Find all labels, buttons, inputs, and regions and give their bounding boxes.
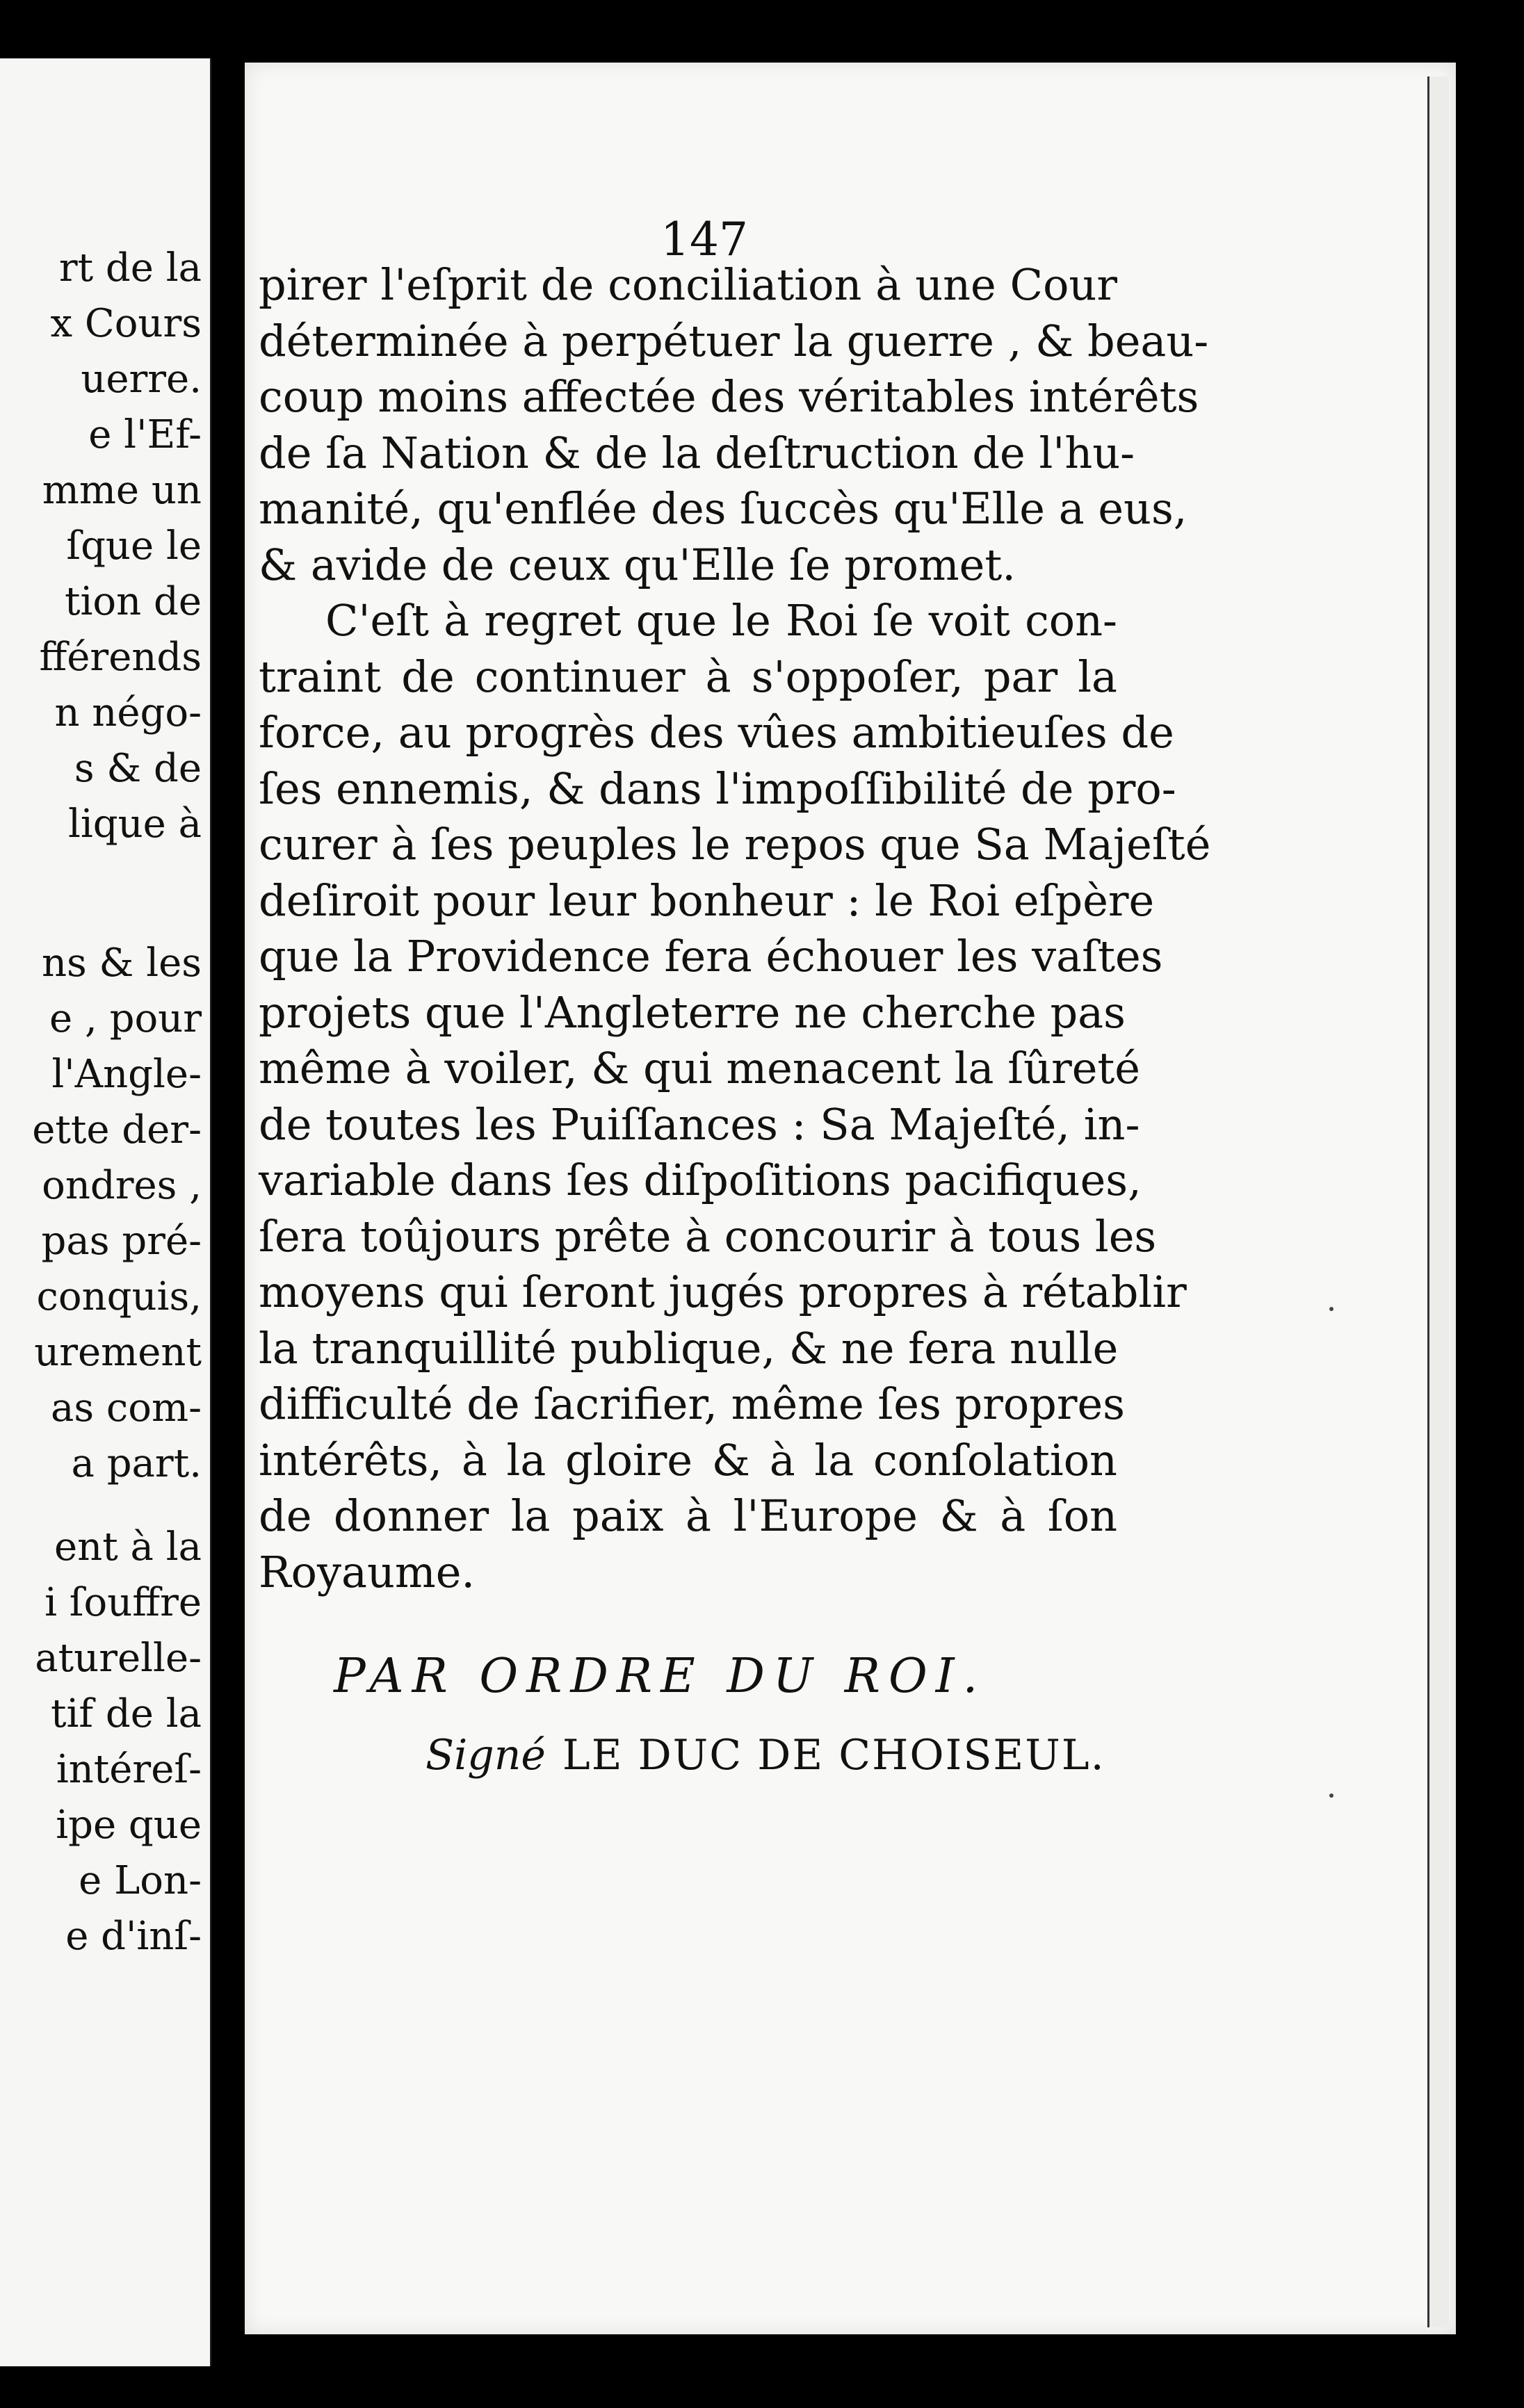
text-line: de toutes les Puiſſances : Sa Majeſté, in- xyxy=(259,1098,1140,1150)
text-line: projets que l'Angleterre ne cherche pas xyxy=(259,986,1126,1038)
left-line: e l'Ef- xyxy=(88,412,202,457)
left-line: as com- xyxy=(50,1385,202,1431)
left-line: ns & les xyxy=(41,941,202,986)
left-line: aturelle- xyxy=(35,1636,202,1681)
signature-signe: Signé xyxy=(425,1731,546,1780)
text-line: même à voiler, & qui menacent la ſûreté xyxy=(259,1043,1141,1093)
text-line: curer à ſes peuples le repos que Sa Majeſté xyxy=(259,819,1211,870)
text-line: moyens qui ſeront jugés propres à rétablir xyxy=(259,1267,1187,1317)
left-line: e , pour xyxy=(49,996,202,1041)
left-line: x Cours xyxy=(50,301,202,346)
text-line: ſera toûjours prête à concourir à tous les xyxy=(259,1210,1157,1262)
ink-speck xyxy=(1329,1793,1334,1798)
left-line: tion de xyxy=(65,579,202,624)
text-line: difficulté de ſacrifier, même ſes propres xyxy=(259,1378,1125,1429)
text-line: de donner la paix à l'Europe & à ſon xyxy=(259,1490,1117,1541)
page-edge xyxy=(1427,76,1449,2327)
signatory-name: LE DUC DE CHOISEUL. xyxy=(562,1731,1105,1780)
previous-page-fragment xyxy=(0,58,211,2366)
left-line: urement xyxy=(34,1330,202,1375)
text-line: de ſa Nation & de la deſtruction de l'hu- xyxy=(259,427,1135,478)
text-line: manité, qu'enflée des ſuccès qu'Elle a eus, xyxy=(259,483,1187,534)
ink-speck xyxy=(1329,1307,1334,1311)
left-line: e d'inſ- xyxy=(65,1914,202,1959)
text-line: pirer l'eſprit de conciliation à une Cour xyxy=(259,259,1117,310)
text-line: Royaume. xyxy=(259,1546,476,1597)
left-line: fférends xyxy=(39,635,202,680)
text-line: la tranquillité publique, & ne fera nulle xyxy=(259,1322,1119,1374)
text-line: variable dans ſes diſpoſitions pacifiques, xyxy=(259,1155,1142,1205)
page-number: 147 xyxy=(660,213,748,266)
body-text xyxy=(259,257,1211,1600)
signature-line xyxy=(425,1731,1105,1780)
text-line: & avide de ceux qu'Elle ſe promet. xyxy=(259,539,1016,590)
left-line: ipe que xyxy=(56,1803,202,1848)
text-line: ſes ennemis, & dans l'impoſſibilité de pro- xyxy=(259,763,1176,814)
left-line: pas pré- xyxy=(41,1219,202,1264)
left-line: lique à xyxy=(67,802,202,847)
left-line: conquis, xyxy=(36,1274,202,1319)
left-line: ſque le xyxy=(66,523,202,569)
left-line: intéreſ- xyxy=(56,1747,202,1792)
left-line: tif de la xyxy=(50,1691,202,1736)
text-line: traint de continuer à s'oppoſer, par la xyxy=(259,651,1117,702)
left-line: i ſouffre xyxy=(44,1580,202,1625)
left-line: ondres , xyxy=(42,1163,202,1208)
left-line: a part. xyxy=(71,1441,202,1486)
left-line: rt de la xyxy=(58,245,202,291)
text-line: coup moins affectée des véritables intérêts xyxy=(259,371,1199,422)
text-line: déterminée à perpétuer la guerre , & beau- xyxy=(259,315,1209,366)
text-line: C'eſt à regret que le Roi ſe voit con- xyxy=(325,595,1117,646)
left-line: s & de xyxy=(74,746,202,791)
left-line: mme un xyxy=(42,468,202,513)
left-line: ette der- xyxy=(32,1107,202,1153)
text-line: que la Providence fera échouer les vaſtes xyxy=(259,931,1163,982)
text-line: intérêts, à la gloire & à la conſolation xyxy=(259,1434,1117,1486)
left-line: e Lon- xyxy=(79,1858,202,1903)
text-line: force, au progrès des vûes ambitieuſes de xyxy=(259,707,1174,758)
left-line: l'Angle- xyxy=(51,1052,202,1097)
left-line: ent à la xyxy=(54,1524,202,1570)
royal-order-heading: PAR ORDRE DU ROI. xyxy=(334,1649,987,1704)
text-line: deſiroit pour leur bonheur : le Roi eſpère xyxy=(259,874,1155,926)
left-line: n négo- xyxy=(54,690,202,735)
left-line: uerre. xyxy=(81,357,202,402)
